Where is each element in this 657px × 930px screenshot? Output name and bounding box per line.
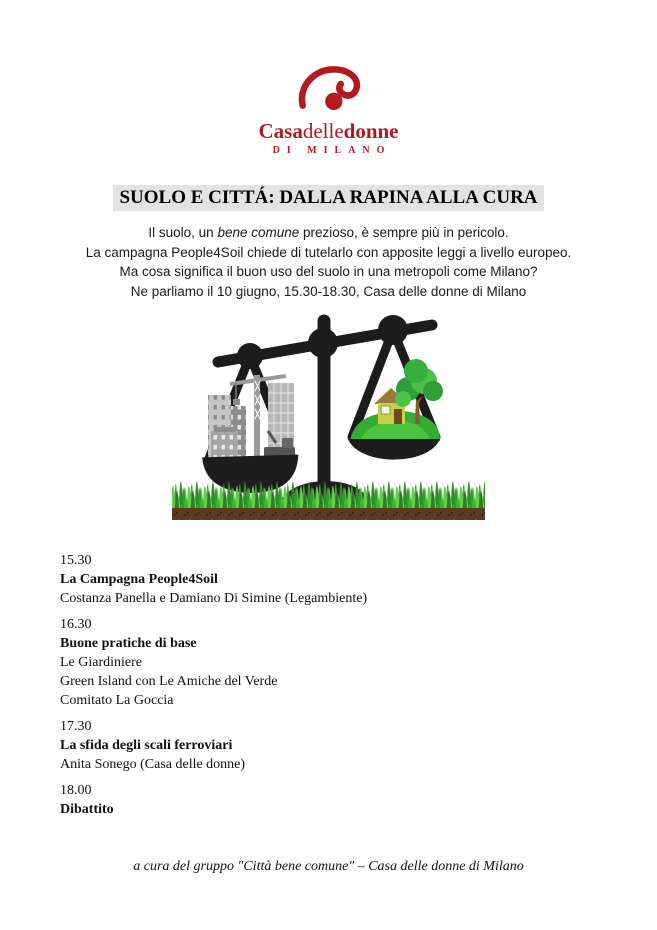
intro-line-1-pre: Il suolo, un xyxy=(148,225,218,240)
brand-part-casa: Casa xyxy=(258,119,303,143)
brand-name xyxy=(0,120,657,142)
intro-line-1 xyxy=(0,223,657,243)
program-speakers: Costanza Panella e Damiano Di Simine (Legambiente) xyxy=(60,591,368,606)
program-item-1530 xyxy=(60,551,580,608)
program-title: La Campagna People4Soil xyxy=(60,572,218,587)
intro-paragraph xyxy=(0,223,657,301)
program-time: 18.00 xyxy=(60,783,92,798)
program-speakers: Le Giardiniere xyxy=(60,655,143,670)
intro-line-1-post: prezioso, è sempre più in pericolo. xyxy=(299,225,509,240)
footer-credit: a cura del gruppo "Città bene comune" – Casa delle donne di Milano xyxy=(133,859,524,874)
program-item-1800 xyxy=(60,781,580,819)
program-speakers: Comitato La Goccia xyxy=(60,693,174,708)
soil-band xyxy=(172,508,485,520)
logo xyxy=(0,64,657,156)
city-pan-contents xyxy=(208,375,295,465)
swirl-eye-logo-icon xyxy=(294,64,364,118)
title-row xyxy=(0,185,657,211)
program-time: 17.30 xyxy=(60,719,92,734)
program-item-1630 xyxy=(60,615,580,710)
intro-line-3: Ma cosa significa il buon uso del suolo in una metropoli come Milano? xyxy=(119,264,538,279)
program-time: 15.30 xyxy=(60,553,92,568)
intro-line-2: La campagna People4Soil chiede di tutelarlo con apposite leggi a livello europeo. xyxy=(85,244,572,260)
brand-subtitle: DI MILANO xyxy=(272,145,392,156)
program-time: 16.30 xyxy=(60,617,92,632)
brand-part-delle: delle xyxy=(302,119,344,143)
program-title: Dibattito xyxy=(60,802,114,817)
program-item-1730 xyxy=(60,717,580,774)
brand-part-donne: donne xyxy=(343,119,399,143)
program-speakers: Anita Sonego (Casa delle donne) xyxy=(60,757,246,772)
intro-line-4: Ne parliamo il 10 giugno, 15.30-18.30, Casa delle donne di Milano xyxy=(130,283,527,299)
balance-scale-illustration xyxy=(172,303,485,520)
program-schedule xyxy=(60,551,580,826)
program-title: Buone pratiche di base xyxy=(60,636,197,651)
program-title: La sfida degli scali ferroviari xyxy=(60,738,233,753)
balance-scale-graphic xyxy=(172,303,485,520)
intro-line-1-italic: bene comune xyxy=(217,225,300,240)
program-speakers: Green Island con Le Amiche del Verde xyxy=(60,674,278,689)
page-title: SUOLO E CITTÁ: DALLA RAPINA ALLA CURA xyxy=(113,185,543,211)
